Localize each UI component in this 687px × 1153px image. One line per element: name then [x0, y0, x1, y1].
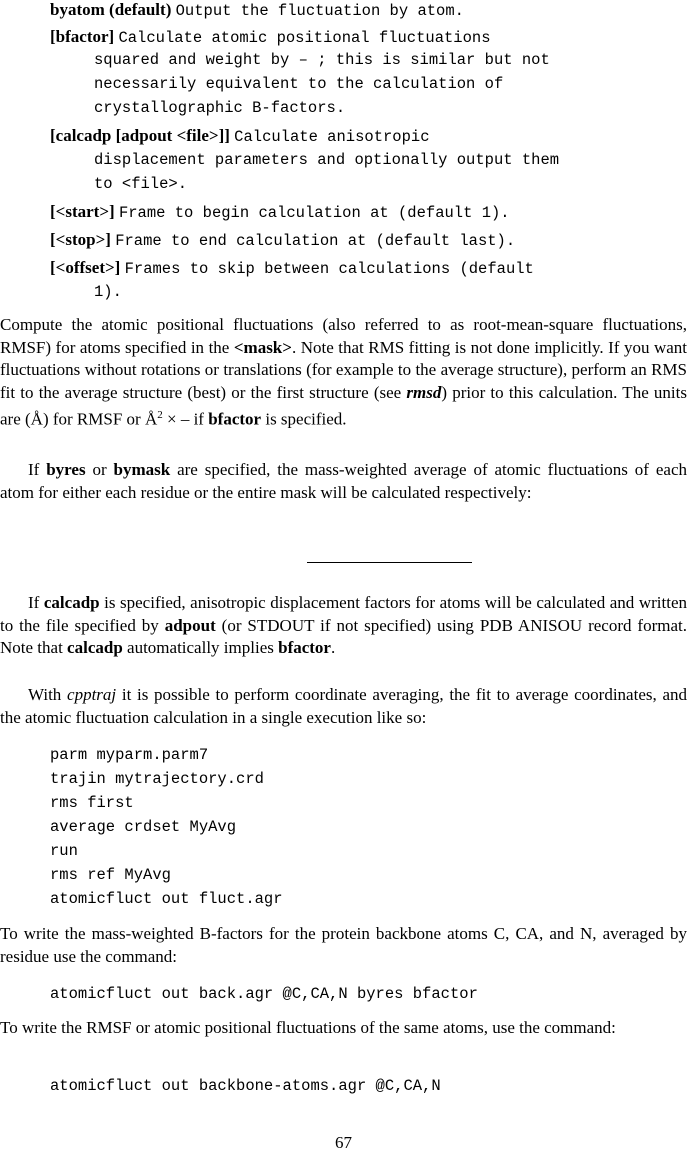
option-desc-line: Calculate atomic positional fluctuations [118, 29, 491, 47]
paragraph-rmsf-description [0, 314, 687, 432]
adpout-keyword: adpout [164, 615, 216, 635]
text: If [28, 460, 47, 479]
superscript: 2 [157, 409, 163, 422]
text: it is possible to perform coordinate averaging, the fit to average coordinates, and the atomic fluctuation calculation in a single execution like so: [0, 685, 687, 727]
text: If [28, 593, 44, 612]
code-line: parm myparm.parm7 [50, 746, 209, 764]
byres-keyword: byres [46, 460, 86, 479]
paragraph-byres-bymask [0, 459, 687, 504]
option-desc-line: Frames to skip between calculations (default [124, 260, 534, 278]
mask-keyword: <mask> [233, 337, 292, 357]
option-start [50, 202, 510, 222]
calcadp-keyword: calcadp [43, 593, 100, 612]
option-desc: Output the fluctuation by atom. [175, 2, 464, 20]
text: × – if [162, 410, 209, 430]
option-term: [<start>] [50, 202, 115, 221]
option-stop [50, 230, 515, 250]
text: is specified. [261, 410, 347, 430]
option-term: [calcadp [adpout <file>]] [50, 126, 230, 145]
code-line: atomicfluct out back.agr @C,CA,N byres bfactor [50, 985, 478, 1003]
calcadp-keyword: calcadp [67, 638, 123, 658]
text: . [330, 638, 336, 658]
cpptraj-name: cpptraj [67, 685, 117, 704]
text: . Note that RMS fitting is not done implicitly. If you want fluctuations without rotations or translations (for example to the average structure), perform an RMS fit to the average structure (best) or the first structure (see [0, 337, 687, 402]
text: Compute the atomic positional fluctuations (also referred to as root-mean-square fluctuations, RMSF) for atoms specified in the [0, 315, 687, 357]
bfactor-keyword: bfactor [208, 410, 262, 430]
option-term: [bfactor] [50, 27, 115, 46]
code-line: run [50, 842, 78, 860]
code-line: trajin mytrajectory.crd [50, 770, 264, 788]
text: is specified, anisotropic displacement factors for atoms will be calculated and written to the file specified by [0, 593, 687, 635]
rmsd-link[interactable]: rmsd [406, 382, 442, 402]
equation-fraction-rule [307, 562, 472, 563]
option-desc-line: to <file>. [94, 175, 188, 193]
option-term: [<stop>] [50, 230, 111, 249]
option-term: [<offset>] [50, 258, 121, 277]
text: ) prior to this calculation. The units are (Å) for RMSF or Å [0, 382, 687, 430]
option-offset [50, 258, 534, 278]
text: automatically implies [122, 638, 279, 658]
code-line: atomicfluct out fluct.agr [50, 890, 283, 908]
option-desc-line: necessarily equivalent to the calculation of [94, 75, 504, 93]
text: (or STDOUT if not specified) using PDB ANISOU record format. Note that [0, 615, 687, 658]
paragraph-cpptraj [0, 684, 687, 729]
bfactor-keyword: bfactor [278, 638, 331, 658]
text: are specified, the mass-weighted average of atomic fluctuations of each atom for either each residue or the entire mask will be calculated respectively: [0, 460, 687, 502]
option-desc-line: crystallographic B-factors. [94, 99, 346, 117]
paragraph-bfactor-command: To write the mass-weighted B-factors for the protein backbone atoms C, CA, and N, averaged by residue use the command: [0, 924, 687, 966]
option-desc-line: Calculate anisotropic [234, 128, 430, 146]
option-desc: Frame to end calculation at (default last). [115, 232, 516, 250]
text: or [85, 460, 114, 479]
page-number: 67 [335, 1133, 352, 1152]
option-bfactor [50, 27, 491, 47]
paragraph-rmsf-command: To write the RMSF or atomic positional fluctuations of the same atoms, use the command: [0, 1018, 616, 1037]
code-line: rms ref MyAvg [50, 866, 171, 884]
code-line: atomicfluct out backbone-atoms.agr @C,CA,N [50, 1077, 441, 1095]
option-calcadp [50, 126, 430, 146]
option-desc-line: displacement parameters and optionally output them [94, 151, 560, 169]
option-desc: Frame to begin calculation at (default 1). [118, 204, 510, 222]
code-line: rms first [50, 794, 134, 812]
option-term: byatom (default) [50, 0, 172, 19]
option-desc-line: 1). [94, 283, 122, 301]
text: With [28, 685, 68, 704]
code-line: average crdset MyAvg [50, 818, 237, 836]
option-byatom [50, 0, 464, 20]
bymask-keyword: bymask [113, 460, 171, 479]
option-desc-line: squared and weight by – ; this is similar but not [94, 51, 550, 69]
paragraph-calcadp [0, 592, 687, 660]
